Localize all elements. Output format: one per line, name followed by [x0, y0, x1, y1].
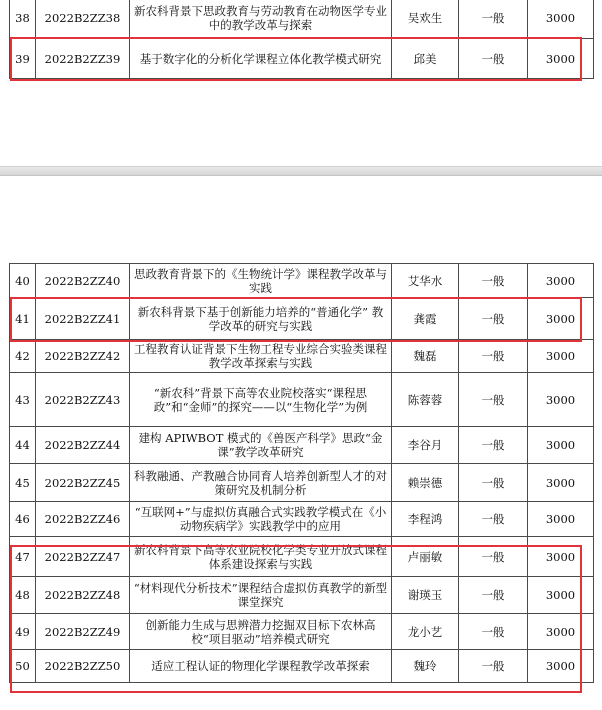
project-title: 新农科背景下高等农业院校化学类专业开放式课程体系建设探索与实践 [130, 537, 392, 577]
project-code: 2022B2ZZ49 [36, 614, 130, 650]
row-number: 46 [10, 502, 36, 537]
project-level: 一般 [459, 373, 528, 427]
project-code: 2022B2ZZ44 [36, 427, 130, 464]
project-code: 2022B2ZZ40 [36, 264, 130, 298]
project-code: 2022B2ZZ48 [36, 577, 130, 614]
table-row [10, 340, 594, 373]
table-row [10, 577, 594, 614]
project-level: 一般 [459, 39, 528, 79]
row-number: 41 [10, 298, 36, 340]
project-leader: 赖崇德 [392, 464, 459, 502]
project-amount: 3000 [528, 39, 594, 79]
project-level: 一般 [459, 298, 528, 340]
project-level: 一般 [459, 427, 528, 464]
row-number: 43 [10, 373, 36, 427]
project-amount: 3000 [528, 464, 594, 502]
project-title: 科教融通、产教融合协同育人培养创新型人才的对策研究及机制分析 [130, 464, 392, 502]
project-code: 2022B2ZZ47 [36, 537, 130, 577]
project-amount: 3000 [528, 537, 594, 577]
row-number: 45 [10, 464, 36, 502]
table-row [10, 502, 594, 537]
project-leader: 魏磊 [392, 340, 459, 373]
project-title: 基于数字化的分析化学课程立体化教学模式研究 [130, 39, 392, 79]
project-amount: 3000 [528, 298, 594, 340]
row-number: 42 [10, 340, 36, 373]
project-amount: 3000 [528, 427, 594, 464]
project-level: 一般 [459, 537, 528, 577]
project-leader: 吴欢生 [392, 0, 459, 39]
project-table-bottom [9, 263, 594, 683]
table-row [10, 298, 594, 340]
project-level: 一般 [459, 340, 528, 373]
project-leader: 卢丽敏 [392, 537, 459, 577]
project-leader: 龚霞 [392, 298, 459, 340]
project-leader: 陈蓉蓉 [392, 373, 459, 427]
project-title: 新农科背景下思政教育与劳动教育在动物医学专业中的教学改革与探索 [130, 0, 392, 39]
project-code: 2022B2ZZ42 [36, 340, 130, 373]
project-leader: 艾华水 [392, 264, 459, 298]
project-title: 创新能力生成与思辨潜力挖掘双目标下农林高校“项目驱动”培养模式研究 [130, 614, 392, 650]
project-table-top [9, 0, 594, 79]
table-row [10, 39, 594, 79]
project-leader: 谢瑛玉 [392, 577, 459, 614]
project-amount: 3000 [528, 502, 594, 537]
project-level: 一般 [459, 577, 528, 614]
table-row [10, 464, 594, 502]
project-code: 2022B2ZZ45 [36, 464, 130, 502]
project-leader: 龙小艺 [392, 614, 459, 650]
row-number: 50 [10, 650, 36, 683]
table-row [10, 373, 594, 427]
table-row [10, 264, 594, 298]
project-title: “互联网+”与虚拟仿真融合式实践教学模式在《小动物疾病学》实践教学中的应用 [130, 502, 392, 537]
project-amount: 3000 [528, 0, 594, 39]
project-amount: 3000 [528, 577, 594, 614]
project-title: “材料现代分析技术”课程结合虚拟仿真教学的新型课堂探究 [130, 577, 392, 614]
row-number: 38 [10, 0, 36, 39]
project-level: 一般 [459, 0, 528, 39]
project-code: 2022B2ZZ43 [36, 373, 130, 427]
project-title: “新农科”背景下高等农业院校落实“课程思政”和“金师”的探究——以“生物化学”为例 [130, 373, 392, 427]
project-title: 工程教育认证背景下生物工程专业综合实验类课程教学改革探索与实践 [130, 340, 392, 373]
project-amount: 3000 [528, 373, 594, 427]
row-number: 49 [10, 614, 36, 650]
table-row [10, 0, 594, 39]
project-amount: 3000 [528, 650, 594, 683]
project-level: 一般 [459, 502, 528, 537]
project-title: 新农科背景下基于创新能力培养的“普通化学” 教学改革的研究与实践 [130, 298, 392, 340]
project-amount: 3000 [528, 614, 594, 650]
project-title: 适应工程认证的物理化学课程教学改革探索 [130, 650, 392, 683]
page-break [0, 166, 602, 176]
project-level: 一般 [459, 650, 528, 683]
row-number: 47 [10, 537, 36, 577]
project-leader: 邱美 [392, 39, 459, 79]
project-level: 一般 [459, 614, 528, 650]
project-level: 一般 [459, 464, 528, 502]
project-level: 一般 [459, 264, 528, 298]
table-row [10, 427, 594, 464]
project-leader: 李程鸿 [392, 502, 459, 537]
project-title: 思政教育背景下的《生物统计学》课程教学改革与实践 [130, 264, 392, 298]
table-row [10, 650, 594, 683]
project-code: 2022B2ZZ46 [36, 502, 130, 537]
project-title: 建构 APIWBOT 模式的《兽医产科学》思政“金课”教学改革研究 [130, 427, 392, 464]
project-code: 2022B2ZZ41 [36, 298, 130, 340]
table-row [10, 537, 594, 577]
project-amount: 3000 [528, 340, 594, 373]
project-code: 2022B2ZZ50 [36, 650, 130, 683]
project-leader: 李谷月 [392, 427, 459, 464]
table-row [10, 614, 594, 650]
row-number: 40 [10, 264, 36, 298]
project-code: 2022B2ZZ39 [36, 39, 130, 79]
row-number: 44 [10, 427, 36, 464]
row-number: 39 [10, 39, 36, 79]
project-code: 2022B2ZZ38 [36, 0, 130, 39]
project-amount: 3000 [528, 264, 594, 298]
row-number: 48 [10, 577, 36, 614]
project-leader: 魏玲 [392, 650, 459, 683]
